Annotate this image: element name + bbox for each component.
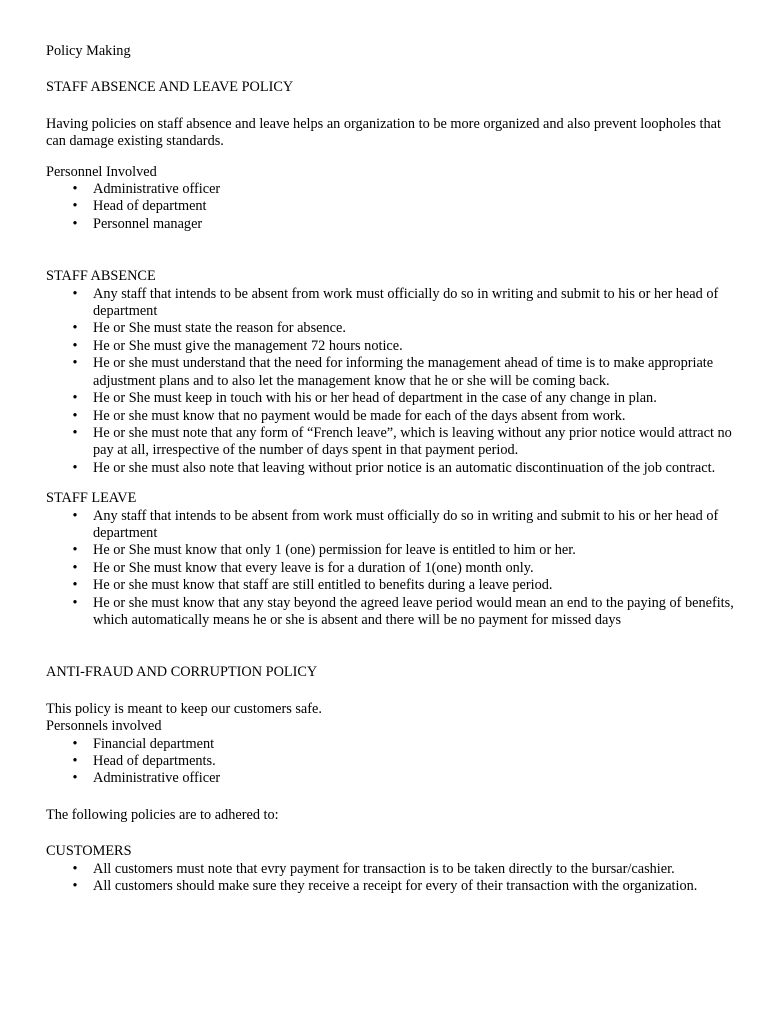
list-item-text: All customers must note that evry payment for transaction is to be taken directly to the bursar/cashier. bbox=[93, 860, 675, 877]
list-item-text: He or she must know that no payment would be made for each of the days absent from work. bbox=[93, 407, 626, 424]
bullet-icon: • bbox=[72, 285, 78, 302]
list-item bbox=[46, 508, 736, 543]
staff-leave-list bbox=[46, 508, 736, 630]
list-item-text: He or She must know that every leave is for a duration of 1(one) month only. bbox=[93, 559, 534, 576]
bullet-icon: • bbox=[72, 507, 78, 524]
list-item bbox=[46, 542, 736, 559]
bullet-icon: • bbox=[72, 355, 78, 372]
policy-intro-paragraph: Having policies on staff absence and leave helps an organization to be more organized and also prevent loopholes that can damage existing standards. bbox=[46, 115, 721, 150]
list-item-text: Administrative officer bbox=[93, 181, 221, 198]
bullet-icon: • bbox=[72, 320, 78, 337]
bullet-icon: • bbox=[72, 390, 78, 407]
bullet-icon: • bbox=[72, 594, 78, 611]
bullet-icon: • bbox=[72, 215, 78, 232]
list-item bbox=[46, 181, 736, 198]
list-item bbox=[46, 560, 736, 577]
list-item-text: He or she must also note that leaving without prior notice is an automatic discontinuation of the job contract. bbox=[93, 459, 716, 476]
personnel-involved-label: Personnel Involved bbox=[46, 163, 157, 180]
list-item bbox=[46, 425, 736, 460]
section-heading-customers: CUSTOMERS bbox=[46, 843, 132, 860]
list-item bbox=[46, 577, 736, 594]
bullet-icon: • bbox=[72, 542, 78, 559]
list-item bbox=[46, 770, 736, 787]
bullet-icon: • bbox=[72, 878, 78, 895]
bullet-icon: • bbox=[72, 337, 78, 354]
list-item bbox=[46, 198, 736, 215]
list-item-text: He or She must state the reason for absence. bbox=[93, 320, 346, 337]
personnel-list bbox=[46, 736, 736, 788]
staff-absence-list bbox=[46, 286, 736, 477]
personnel-list bbox=[46, 181, 736, 233]
list-item-text: Personnel manager bbox=[93, 215, 203, 232]
bullet-icon: • bbox=[72, 424, 78, 441]
bullet-icon: • bbox=[72, 577, 78, 594]
list-item bbox=[46, 355, 736, 390]
list-item bbox=[46, 595, 736, 630]
list-item-text: Head of department bbox=[93, 198, 207, 215]
list-item-text: He or She must know that only 1 (one) permission for leave is entitled to him or her. bbox=[93, 542, 576, 559]
customers-list bbox=[46, 861, 736, 896]
list-item-text: He or she must understand that the need for informing the management ahead of time is to make appropriate adjustment plans and to also let the management know that he or she will be coming back. bbox=[93, 355, 714, 389]
bullet-icon: • bbox=[72, 753, 78, 769]
policies-lead-in: The following policies are to adhered to: bbox=[46, 806, 279, 823]
list-item bbox=[46, 753, 736, 770]
list-item bbox=[46, 736, 736, 753]
bullet-icon: • bbox=[72, 860, 78, 877]
list-item bbox=[46, 861, 736, 878]
list-item bbox=[46, 408, 736, 425]
list-item bbox=[46, 216, 736, 233]
document-title: Policy Making bbox=[46, 43, 131, 59]
list-item-text: He or she must note that any form of “French leave”, which is leaving without any prior notice would attract no pay at all, irrespective of the number of days spent in that payment period. bbox=[93, 424, 732, 459]
list-item bbox=[46, 878, 736, 895]
list-item-text: Administrative officer bbox=[93, 770, 221, 787]
policy-heading-staff-absence-leave: STAFF ABSENCE AND LEAVE POLICY bbox=[46, 79, 294, 96]
section-heading-staff-leave: STAFF LEAVE bbox=[46, 490, 137, 507]
document-page bbox=[46, 43, 736, 895]
bullet-icon: • bbox=[72, 770, 78, 787]
list-item-text: He or she must know that any stay beyond the agreed leave period would mean an end to the paying of benefits, which automatically means he or she is absent and there will be no payment for missed days bbox=[93, 594, 734, 628]
list-item bbox=[46, 286, 736, 321]
list-item-text: He or she must know that staff are still entitled to benefits during a leave period. bbox=[93, 577, 553, 594]
list-item-text: All customers should make sure they receive a receipt for every of their transaction with the organization. bbox=[93, 878, 698, 895]
personnels-involved-label: Personnels involved bbox=[46, 718, 162, 735]
list-item-text: He or She must give the management 72 hours notice. bbox=[93, 337, 403, 354]
bullet-icon: • bbox=[72, 735, 78, 752]
list-item bbox=[46, 320, 736, 337]
bullet-icon: • bbox=[72, 198, 78, 215]
bullet-icon: • bbox=[72, 559, 78, 576]
list-item bbox=[46, 390, 736, 407]
policy-intro-paragraph: This policy is meant to keep our customers safe. bbox=[46, 700, 322, 717]
list-item-text: Financial department bbox=[93, 735, 215, 752]
list-item-text: Any staff that intends to be absent from work must officially do so in writing and submit to his or her head of department bbox=[93, 507, 719, 541]
policy-heading-anti-fraud: ANTI-FRAUD AND CORRUPTION POLICY bbox=[46, 664, 318, 681]
bullet-icon: • bbox=[72, 407, 78, 424]
bullet-icon: • bbox=[72, 181, 78, 198]
list-item-text: He or She must keep in touch with his or her head of department in the case of any change in plan. bbox=[93, 390, 657, 407]
bullet-icon: • bbox=[72, 459, 78, 476]
list-item-text: Head of departments. bbox=[93, 753, 216, 769]
section-heading-staff-absence: STAFF ABSENCE bbox=[46, 268, 156, 285]
list-item bbox=[46, 338, 736, 355]
list-item bbox=[46, 460, 736, 477]
list-item-text: Any staff that intends to be absent from work must officially do so in writing and submit to his or her head of department bbox=[93, 285, 719, 320]
